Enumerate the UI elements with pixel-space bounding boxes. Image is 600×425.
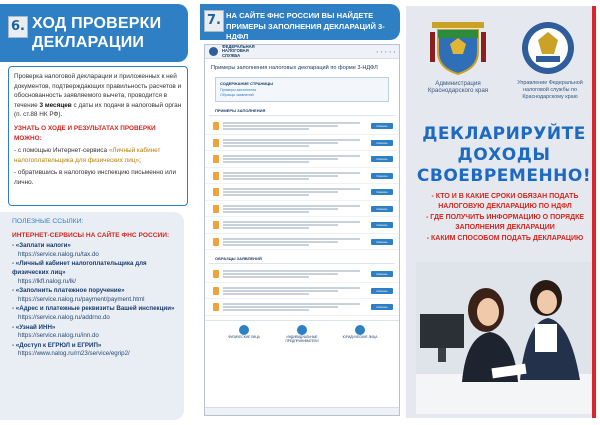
list-item: - «Узнай ИНН» https://service.nalog.ru/inn.do — [12, 324, 176, 341]
document-icon — [213, 287, 219, 295]
download-button[interactable]: Скачать — [371, 123, 393, 129]
cover-panel — [406, 6, 596, 418]
table-row — [205, 184, 399, 201]
fns-website-screenshot — [204, 44, 400, 416]
section-number-badge: 7. — [204, 10, 224, 32]
table-row — [205, 234, 399, 251]
useful-links-heading: ПОЛЕЗНЫЕ ССЫЛКИ: — [12, 218, 84, 225]
fns-logo-icon — [209, 47, 218, 56]
service-link[interactable]: https://service.nalog.ru/inn.do — [18, 332, 99, 340]
toc-link[interactable]: Образцы заявлений — [220, 93, 254, 98]
document-icon — [213, 205, 219, 213]
document-icon — [213, 122, 219, 130]
document-description-placeholder — [223, 220, 367, 230]
useful-links-panel — [0, 212, 184, 420]
toc-title: СОДЕРЖАНИЕ СТРАНИЦЫ — [220, 81, 274, 87]
website-footer-bar — [205, 407, 399, 415]
service-link[interactable]: https://service.nalog.ru/payment/payment.html — [18, 295, 145, 303]
category-icons — [205, 320, 399, 345]
list-item: - КАКИМ СПОСОБОМ ПОДАТЬ ДЕКЛАРАЦИЮ — [426, 234, 584, 242]
website-header — [205, 45, 399, 59]
document-description-placeholder — [223, 237, 367, 247]
examples-list — [205, 118, 399, 250]
document-description-placeholder — [223, 286, 367, 296]
download-button[interactable]: Скачать — [371, 189, 393, 195]
document-icon — [213, 221, 219, 229]
service-link[interactable]: https://lkfl.nalog.ru/lk/ — [18, 277, 77, 285]
document-icon — [213, 155, 219, 163]
download-button[interactable]: Скачать — [371, 239, 393, 245]
table-row — [205, 135, 399, 152]
section-6-header — [0, 4, 188, 62]
org-fns-krasnodar: Управление Федеральной налоговой службы по Краснодарскому краю — [517, 80, 583, 100]
download-button[interactable]: Скачать — [371, 206, 393, 212]
left-panel — [0, 0, 196, 425]
main-slogan: ДЕКЛАРИРУЙТЕ ДОХОДЫ СВОЕВРЕМЕННО! — [416, 124, 592, 186]
section-number-badge: 6. — [8, 16, 28, 38]
document-description-placeholder — [223, 121, 367, 131]
samples-list — [205, 266, 399, 316]
table-row — [205, 151, 399, 168]
list-item: - ГДЕ ПОЛУЧИТЬ ИНФОРМАЦИЮ О ПОРЯДКЕ ЗАПОЛНЕНИЯ ДЕКЛАРАЦИИ — [425, 213, 585, 232]
list-item: - «Личный кабинет налогоплательщика для физических лиц» https://lkfl.nalog.ru/lk/ — [12, 260, 176, 286]
table-row — [205, 118, 399, 135]
website-logo-text: ФЕДЕРАЛЬНАЯ НАЛОГОВАЯ СЛУЖБА — [222, 44, 255, 58]
fns-emblem-icon — [518, 20, 578, 76]
download-button[interactable]: Скачать — [371, 288, 393, 294]
category-individuals[interactable]: ФИЗИЧЕСКИЕ ЛИЦА — [224, 325, 264, 343]
document-icon — [213, 172, 219, 180]
krasnodar-coat-of-arms-icon — [428, 20, 488, 76]
middle-panel — [200, 0, 400, 425]
list-item: - КТО И В КАКИЕ СРОКИ ОБЯЗАН ПОДАТЬ НАЛОГОВУЮ ДЕКЛАРАЦИЮ ПО НДФЛ — [431, 193, 579, 211]
list-item: - «Заполнить платежное поручение» https://service.nalog.ru/payment/payment.html — [12, 287, 176, 304]
way-online-service: - с помощью Интернет-сервиса «Личный кабинет налогоплательщика для физических лиц»; — [14, 147, 161, 164]
building-icon — [355, 325, 365, 335]
document-description-placeholder — [223, 171, 367, 181]
table-row — [205, 266, 399, 283]
table-row — [205, 283, 399, 300]
fns-services-heading: ИНТЕРНЕТ-СЕРВИСЫ НА САЙТЕ ФНС РОССИИ: — [12, 231, 170, 239]
download-button[interactable]: Скачать — [371, 304, 393, 310]
document-description-placeholder — [223, 204, 367, 214]
document-description-placeholder — [223, 269, 367, 279]
document-description-placeholder — [223, 302, 367, 312]
service-links-list — [12, 242, 176, 359]
download-button[interactable]: Скачать — [371, 156, 393, 162]
document-description-placeholder — [223, 154, 367, 164]
how-to-know-heading: УЗНАТЬ О ХОДЕ И РЕЗУЛЬТАТАХ ПРОВЕРКИ МОЖНО: — [14, 124, 156, 142]
samples-heading: ОБРАЗЦЫ ЗАЯВЛЕНИЙ — [209, 254, 395, 264]
table-row — [205, 168, 399, 185]
org-krasnodar-administration: Администрация Краснодарского края — [427, 80, 489, 94]
section-7-title: НА САЙТЕ ФНС РОССИИ ВЫ НАЙДЕТЕ ПРИМЕРЫ ЗАПОЛНЕНИЯ ДЕКЛАРАЦИЙ 3-НДФЛ — [226, 11, 385, 41]
document-icon — [213, 303, 219, 311]
declaration-check-info — [8, 66, 188, 206]
download-button[interactable]: Скачать — [371, 140, 393, 146]
topics-list — [416, 192, 594, 244]
download-button[interactable]: Скачать — [371, 271, 393, 277]
website-nav: ▪ ▪ ▪ ▪ ▪ — [376, 49, 395, 54]
category-legal-entities[interactable]: ЮРИДИЧЕСКИЕ ЛИЦА — [340, 325, 380, 343]
table-row — [205, 217, 399, 234]
table-row — [205, 201, 399, 218]
examples-heading: ПРИМЕРЫ ЗАПОЛНЕНИЯ — [209, 106, 395, 116]
document-description-placeholder — [223, 187, 367, 197]
list-item: - «Заплати налоги» https://service.nalog.ru/tax.do — [12, 242, 176, 259]
list-item: - «Доступ к ЕГРЮЛ и ЕГРИП» https://www.nalog.ru/rn23/service/egrip2/ — [12, 342, 176, 359]
nav-dot: ▪ — [376, 49, 378, 54]
consultation-photo — [416, 262, 592, 414]
download-button[interactable]: Скачать — [371, 173, 393, 179]
way-in-person: - обратившись в налоговую инспекцию письменно или лично. — [14, 169, 177, 186]
document-icon — [213, 270, 219, 278]
document-icon — [213, 139, 219, 147]
service-link[interactable]: https://www.nalog.ru/rn23/service/egrip2/ — [18, 350, 130, 358]
list-item: - «Адрес и платежные реквизиты Вашей инспекции» https://service.nalog.ru/addrno.do — [12, 305, 175, 321]
toc-link[interactable]: Примеры заполнения — [220, 88, 257, 93]
service-link[interactable]: https://service.nalog.ru/addrno.do — [18, 313, 110, 321]
table-row — [205, 299, 399, 316]
document-icon — [213, 188, 219, 196]
download-button[interactable]: Скачать — [371, 222, 393, 228]
document-icon — [213, 238, 219, 246]
document-description-placeholder — [223, 138, 367, 148]
section-7-header — [200, 4, 400, 40]
service-link[interactable]: https://service.nalog.ru/tax.do — [18, 250, 99, 258]
check-period-text: Проверка налоговой декларации и приложенных к ней документов, подтверждающих правильность расчетов и обоснованность заявляемого вычета, проводится в течение 3 месяцев с даты их подачи в налоговый орган (п. ст.88 НК РФ). — [14, 73, 182, 119]
section-6-title: ХОД ПРОВЕРКИ ДЕКЛАРАЦИИ — [32, 15, 162, 51]
category-entrepreneurs[interactable]: ИНДИВИДУАЛЬНЫЕ ПРЕДПРИНИМАТЕЛИ — [282, 325, 322, 343]
briefcase-icon — [297, 325, 307, 335]
person-icon — [239, 325, 249, 335]
website-page-title: Примеры заполнения налоговых деклараций по форме 3-НДФЛ — [211, 65, 378, 71]
page-contents-box — [215, 77, 389, 102]
